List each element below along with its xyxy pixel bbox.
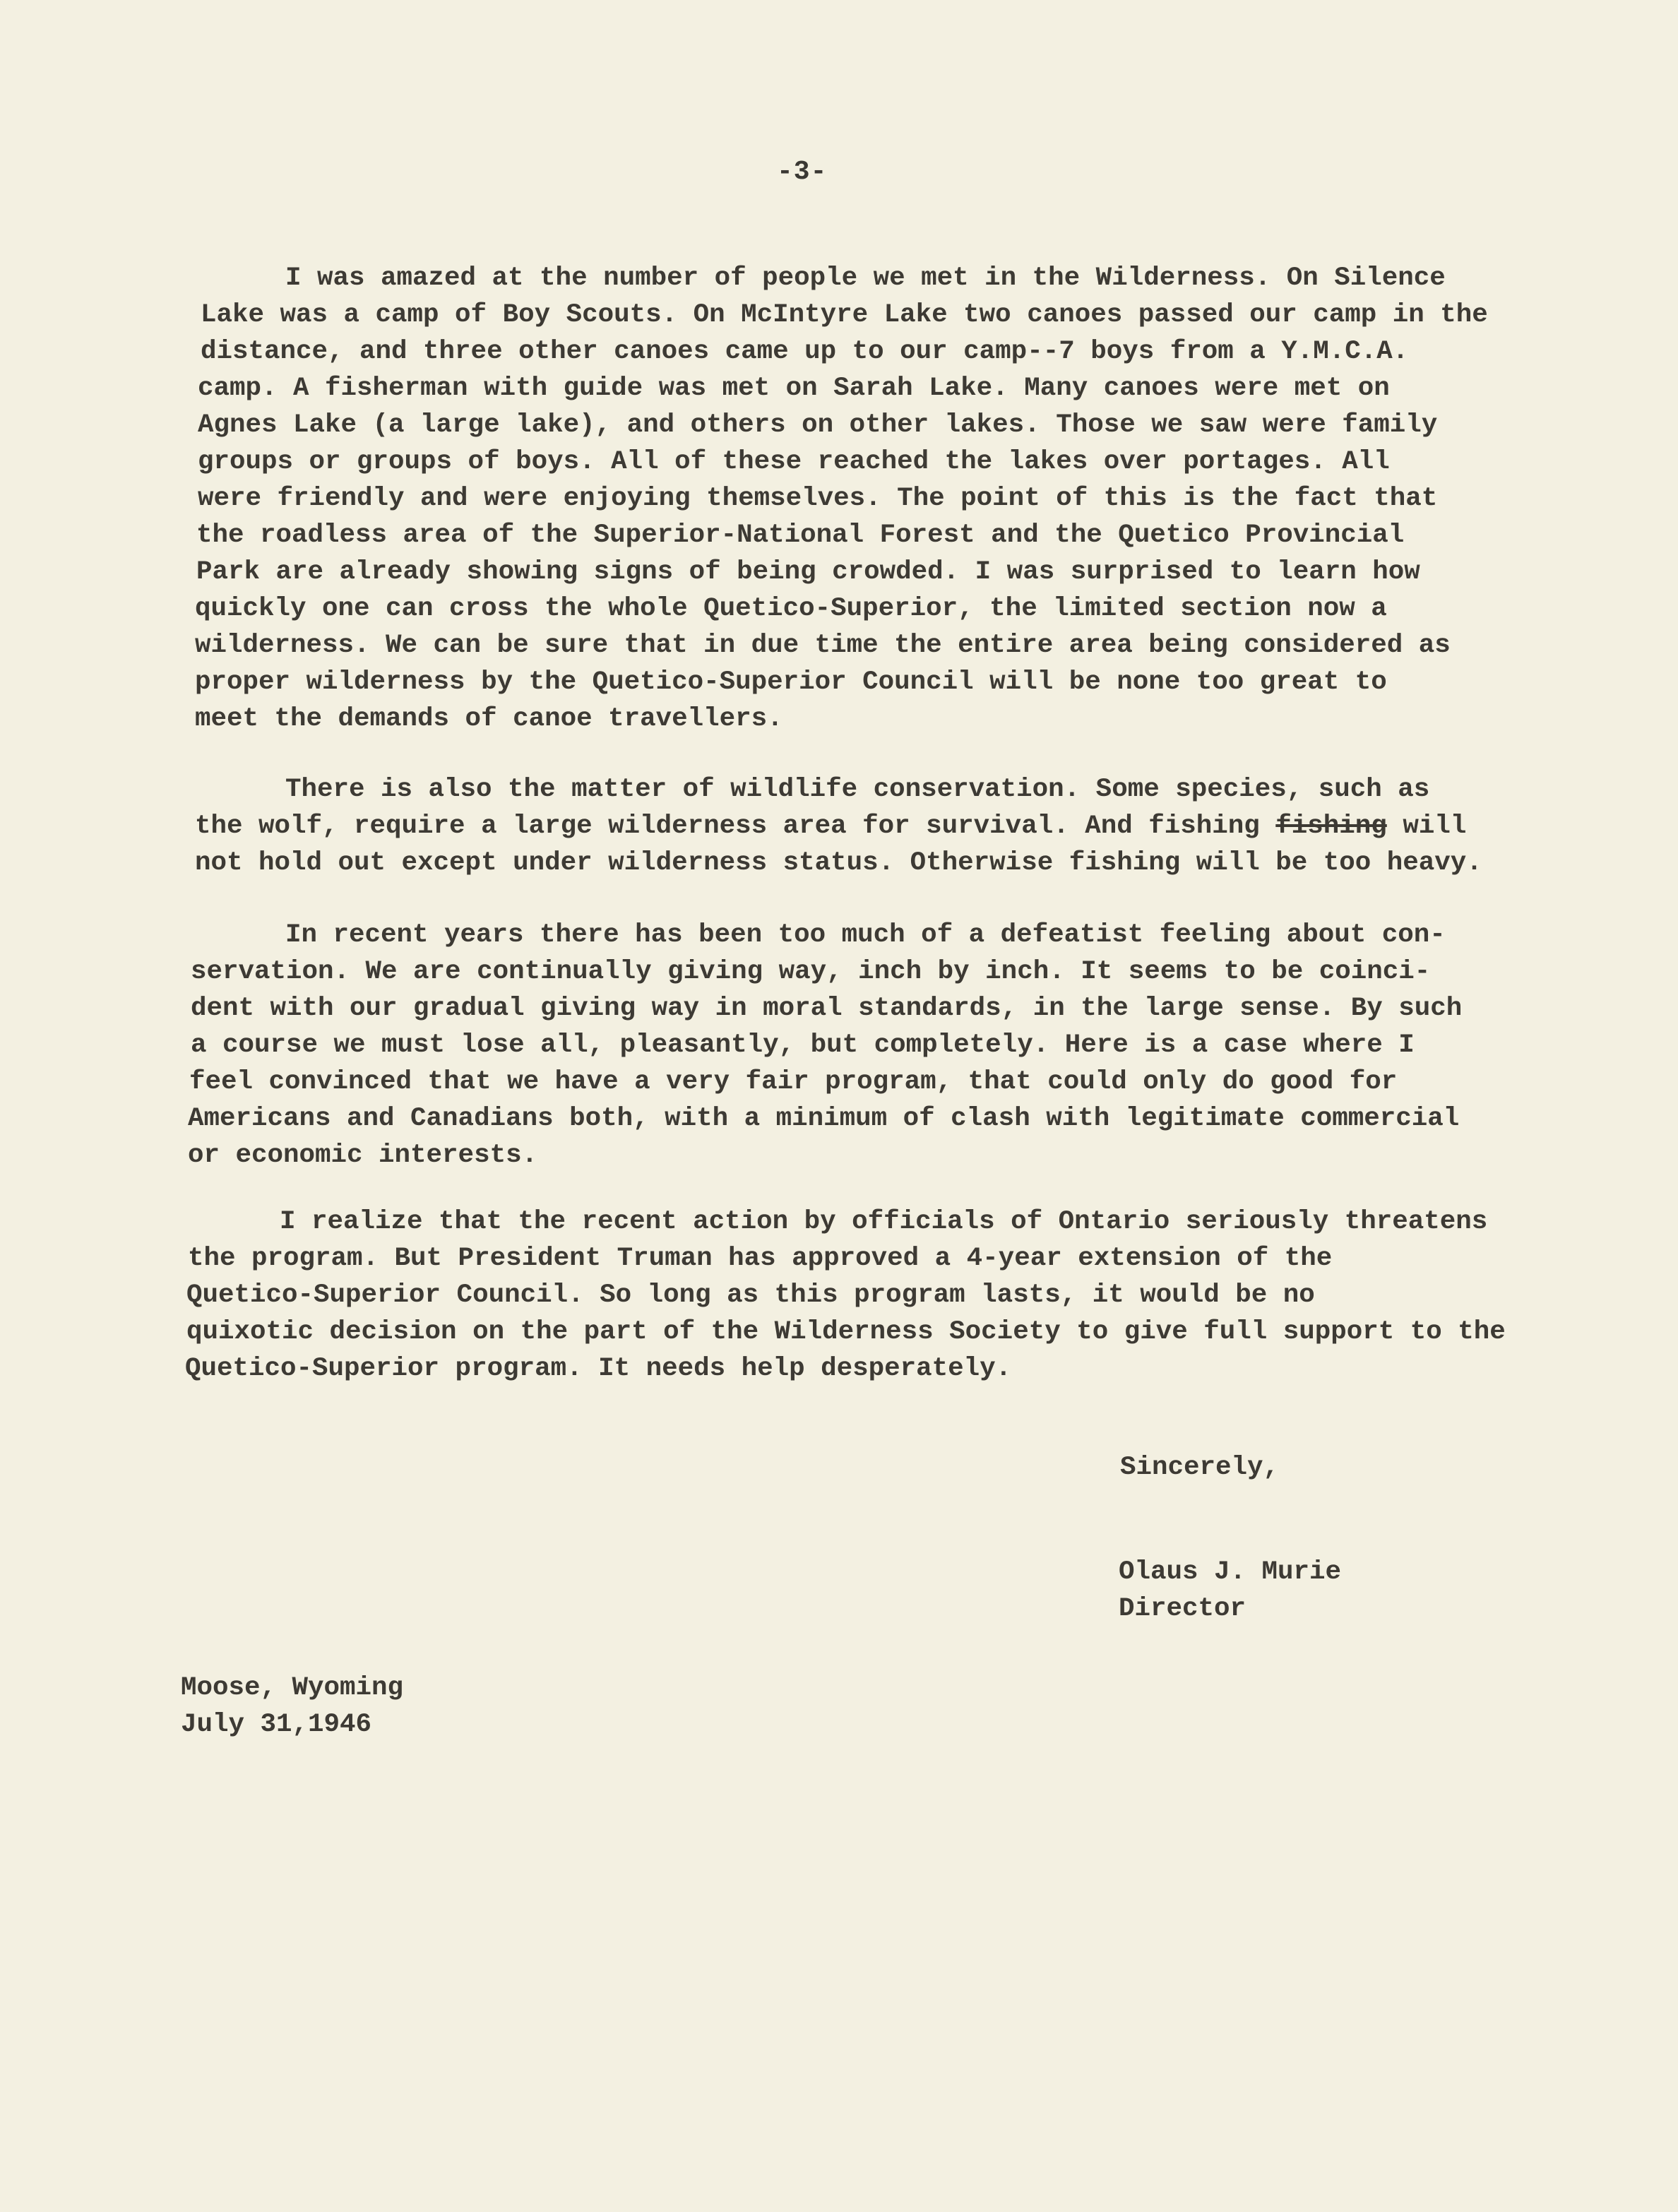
paragraph-1-line-12: proper wilderness by the Quetico-Superior Council will be none too great to (195, 667, 1387, 697)
page-number: -3- (777, 157, 828, 187)
paragraph-1-line-3: distance, and three other canoes came up to our camp--7 boys from a Y.M.C.A. (201, 337, 1409, 367)
date: July 31,1946 (181, 1710, 372, 1740)
paragraph-2-line-2-before: the wolf, require a large wilderness area for survival. And fishing (195, 811, 1260, 841)
place: Moose, Wyoming (181, 1673, 404, 1703)
paragraph-3-line-6: Americans and Canadians both, with a minimum of clash with legitimate commercial (188, 1104, 1460, 1134)
paragraph-1-line-13: meet the demands of canoe travellers. (195, 704, 783, 734)
paragraph-1-line-11: wilderness. We can be sure that in due time the entire area being considered as (195, 631, 1451, 660)
paragraph-3-line-2: servation. We are continually giving way, inch by inch. It seems to be coinci- (191, 957, 1431, 987)
paragraph-4-line-4: quixotic decision on the part of the Wilderness Society to give full support to the (186, 1317, 1506, 1347)
struck-word: fishing (1275, 811, 1387, 841)
paragraph-4-line-2: the program. But President Truman has approved a 4-year extension of the (188, 1244, 1333, 1273)
paragraph-3-line-7: or economic interests. (188, 1141, 538, 1170)
paragraph-2-line-1: There is also the matter of wildlife conservation. Some species, such as (285, 775, 1430, 804)
paragraph-1-line-2: Lake was a camp of Boy Scouts. On McIntyre Lake two canoes passed our camp in the (201, 300, 1488, 330)
paragraph-2-line-2-after: will (1403, 811, 1467, 841)
paragraph-3-line-1: In recent years there has been too much of a defeatist feeling about con- (285, 920, 1446, 950)
signer-title: Director (1119, 1594, 1246, 1624)
paragraph-2-line-2 (195, 808, 1466, 845)
paragraph-1-line-10: quickly one can cross the whole Quetico-Superior, the limited section now a (195, 594, 1387, 624)
signer-name: Olaus J. Murie (1119, 1557, 1342, 1587)
paragraph-4-line-1: I realize that the recent action by officials of Ontario seriously threatens (280, 1207, 1488, 1237)
paragraph-1-line-7: were friendly and were enjoying themselves. The point of this is the fact that (198, 484, 1438, 513)
closing: Sincerely, (1120, 1453, 1280, 1482)
paragraph-4-line-3: Quetico-Superior Council. So long as this program lasts, it would be no (186, 1280, 1315, 1310)
paragraph-3-line-4: a course we must lose all, pleasantly, but completely. Here is a case where I (191, 1030, 1415, 1060)
paragraph-3-line-3: dent with our gradual giving way in moral standards, in the large sense. By such (191, 994, 1463, 1023)
paragraph-1-line-1: I was amazed at the number of people we met in the Wilderness. On Silence (285, 263, 1446, 293)
paragraph-1-line-5: Agnes Lake (a large lake), and others on other lakes. Those we saw were family (198, 410, 1438, 440)
paragraph-2-line-3: not hold out except under wilderness status. Otherwise fishing will be too heavy. (195, 848, 1482, 878)
paragraph-3-line-5: feel convinced that we have a very fair program, that could only do good for (189, 1067, 1398, 1097)
paragraph-1-line-6: groups or groups of boys. All of these reached the lakes over portages. All (198, 447, 1390, 477)
paragraph-1-line-8: the roadless area of the Superior-National Forest and the Quetico Provincial (196, 521, 1405, 550)
paragraph-1-line-4: camp. A fisherman with guide was met on Sarah Lake. Many canoes were met on (198, 374, 1390, 403)
paragraph-4-line-5: Quetico-Superior program. It needs help desperately. (185, 1354, 1012, 1384)
paragraph-1-line-9: Park are already showing signs of being crowded. I was surprised to learn how (196, 557, 1420, 587)
